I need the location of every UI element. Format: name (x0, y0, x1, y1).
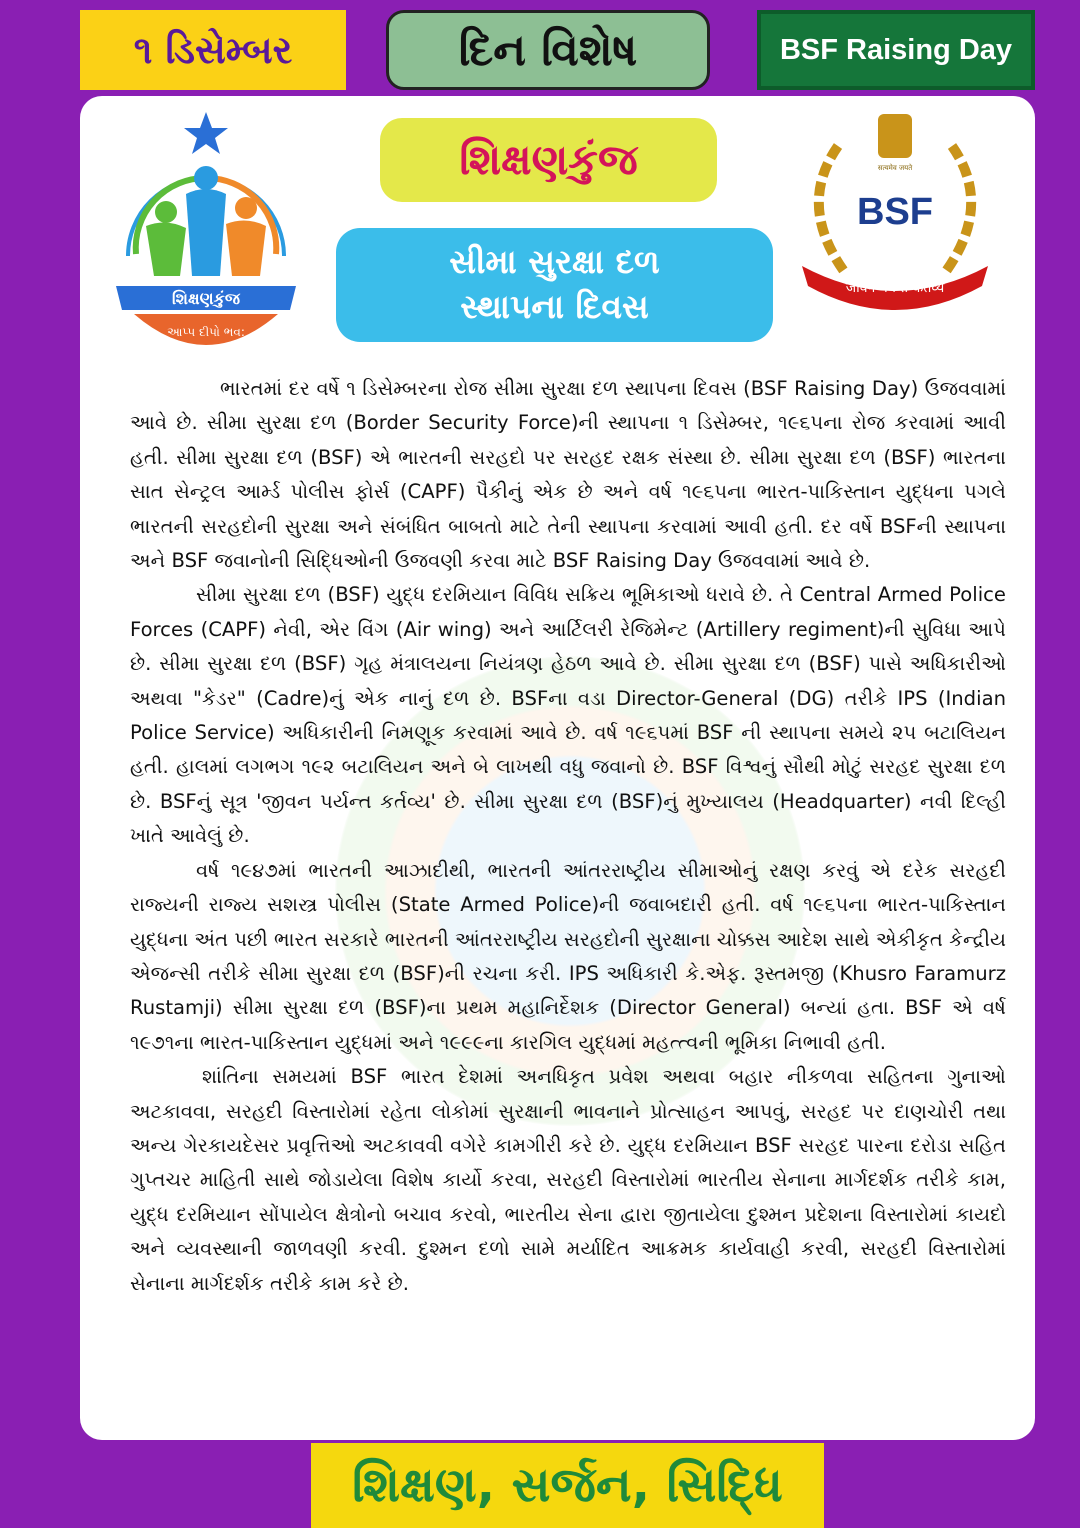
logo-motto-text: આપ્પ દીપો ભવ: (167, 325, 245, 339)
paragraph-1: ભારતમાં દર વર્ષે ૧ ડિસેમ્બરના રોજ સીમા સુરક્ષા દળ સ્થાપના દિવસ (BSF Raising Day) ઉજવવામાં આવે છે. સીમા સુરક્ષા દળ (Border Security Force)ની સ્થાપના ૧ ડિસેમ્બર, ૧૯૬૫ના રોજ કરવામાં આવી હતી. સીમા સુરક્ષા દળ (BSF) એ ભારતની સરહદો પર સરહદ રક્ષક સંસ્થા છે. સીમા સુરક્ષા દળ (BSF) ભારતના સાત સેન્ટ્રલ આર્મ્ડ પોલીસ ફોર્સ (CAPF) પૈકીનું એક છે અને વર્ષ ૧૯૬૫ના ભારત-પાકિસ્તાન યુદ્ધના પગલે ભારતની સરહદોની સુરક્ષા અને સંબંધિત બાબતો માટે તેની સ્થાપના કરવામાં આવી હતી. દર વર્ષે BSFની સ્થાપના અને BSF જવાનોની સિદ્ધિઓની ઉજવણી કરવા માટે BSF Raising Day ઉજવવામાં આવે છે. (130, 377, 1006, 573)
bsf-abbr-text: BSF (857, 191, 933, 233)
paragraph-3: વર્ષ ૧૯૪૭માં ભારતની આઝાદીથી, ભારતની આંતરરાષ્ટ્રીય સીમાઓનું રક્ષણ કરવું એ દરેક સરહદી રાજ્યની રાજ્ય સશસ્ત્ર પોલીસ (State Armed Police)ની જવાબદારી હતી. વર્ષ ૧૯૬૫ના ભારત-પાકિસ્તાન યુદ્ધના અંત પછી ભારત સરકારે ભારતની આંતરરાષ્ટ્રીય સરહદોની સુરક્ષાના ચોક્કસ આદેશ સાથે એકીકૃત કેન્દ્રીય એજન્સી તરીકે સીમા સુરક્ષા દળ (BSF)ની રચના કરી. IPS અધિકારી કે.એફ. રૂસ્તમજી (Khusro Faramurz Rustamji) સીમા સુરક્ષા દળ (BSF)ના પ્રથમ મહાનિર્દેશક (Director General) બન્યાં હતા. BSF એ વર્ષ ૧૯૭૧ના ભારત-પાકિસ્તાન યુદ્ધમાં અને ૧૯૯૯ના કારગિલ યુદ્ધમાં મહત્ત્વની ભૂમિકા નિભાવી હતી. (130, 858, 1006, 1054)
content-card (80, 96, 1035, 1440)
article-body (130, 372, 1006, 1301)
paragraph-2: સીમા સુરક્ષા દળ (BSF) યુદ્ધ દરમિયાન વિવિધ સક્રિય ભૂમિકાઓ ધરાવે છે. તે Central Armed Police Forces (CAPF) નેવી, એર વિંગ (Air wing) અને આર્ટિલરી રેજિમેન્ટ (Artillery regiment)ની સુવિધા આપે છે. સીમા સુરક્ષા દળ (BSF) ગૃહ મંત્રાલયના નિયંત્રણ હેઠળ આવે છે. સીમા સુરક્ષા દળ (BSF) પાસે અધિકારીઓ અથવા "કેડર" (Cadre)નું એક નાનું દળ છે. BSFના વડા Director-General (DG) તરીકે IPS (Indian Police Service) અધિકારીની નિમણૂક કરવામાં આવે છે. વર્ષ ૧૯૬૫માં BSF ની સ્થાપના સમયે ૨૫ બટાલિયન હતી. હાલમાં લગભગ ૧૯૨ બટાલિયન અને બે લાખથી વધુ જવાનો છે. BSF વિશ્વનું સૌથી મોટું સરહદ સુરક્ષા દળ છે. BSFનું સૂત્ર 'જીવન પર્યન્ત કર્તવ્ય' છે. સીમા સુરક્ષા દળ (BSF)નું મુખ્યાલય (Headquarter) નવી દિલ્હી ખાતે આવેલું છે. (130, 583, 1006, 848)
brand-name-pill: શિક્ષણકુંજ (380, 118, 717, 202)
page-title-box (336, 228, 773, 342)
title-line-2: સ્થાપના દિવસ (460, 287, 649, 326)
footer-tagline: શિક્ષણ, સર્જન, સિદ્ધિ (311, 1443, 824, 1528)
paragraph-4: શાંતિના સમયમાં BSF ભારત દેશમાં અનધિકૃત પ્રવેશ અથવા બહાર નીકળવા સહિતના ગુનાઓ અટકાવવા, સરહદી વિસ્તારોમાં રહેતા લોકોમાં સુરક્ષાની ભાવનાને પ્રોત્સાહન આપવું, સરહદ પર દાણચોરી તથા અન્ય ગેરકાયદેસર પ્રવૃત્તિઓ અટકાવવી વગેરે કામગીરી કરે છે. યુદ્ધ દરમિયાન BSF સરહદ પારના દરોડા સહિત ગુપ્તચર માહિતી સાથે જોડાયેલા વિશેષ કાર્યો કરવા, સરહદી વિસ્તારોમાં ભારતીય સેનાના માર્ગદર્શક તરીકે કામ, યુદ્ધ દરમિયાન સોંપાયેલ ક્ષેત્રોનો બચાવ કરવો, ભારતીય સેના દ્વારા જીતાયેલા દુશ્મન પ્રદેશના વિસ્તારોમાં કાયદો અને વ્યવસ્થાની જાળવણી કરવી. દુશ્મન દળો સામે મર્યાદિત આક્રમક કાર્યવાહી કરવી, સરહદી વિસ્તારોમાં સેનાના માર્ગદર્શક તરીકે કામ કરે છે. (130, 1065, 1006, 1295)
day-title-badge: દિન વિશેષ (386, 10, 710, 90)
shikshankunj-logo (106, 106, 306, 358)
bsf-emblem (786, 106, 1004, 316)
date-badge: ૧ ડિસેમ્બર (80, 10, 346, 90)
emblem-motto-text: सत्यमेव जयते (877, 164, 913, 172)
event-tag-badge: BSF Raising Day (757, 10, 1035, 90)
title-line-1: સીમા સુરક્ષા દળ (449, 242, 660, 282)
national-emblem-icon (878, 114, 912, 158)
logo-brand-text: શિક્ષણકુંજ (172, 289, 240, 308)
bsf-ribbon-text: जीवन पर्यन्त कर्तव्य (845, 280, 945, 296)
